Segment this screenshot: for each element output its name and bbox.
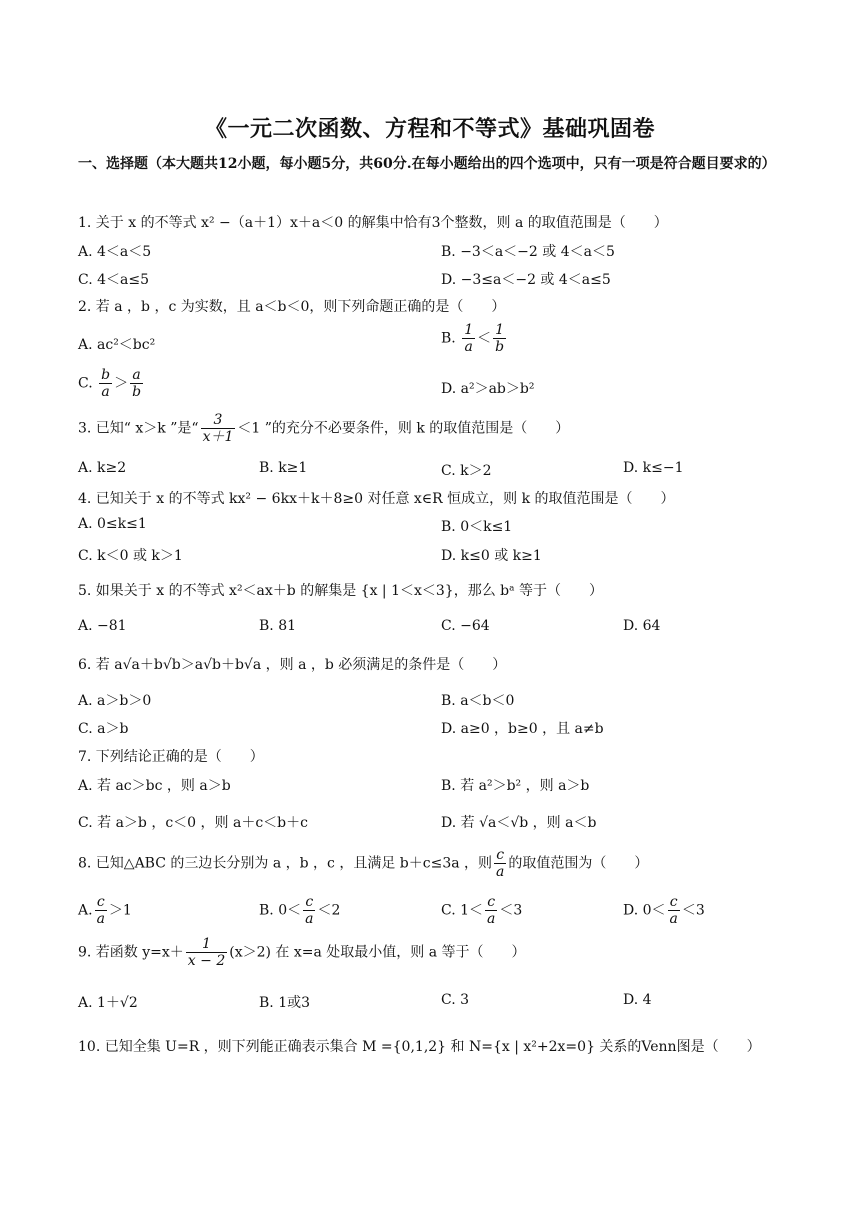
q8-option-d: D. 0＜ $\frac{c}{a}$ ＜3 <box>623 894 705 927</box>
q8-option-b: B. 0＜ $\frac{c}{a}$ ＜2 <box>259 894 341 927</box>
q7-option-a: A. 若 ac＞bc ，则 a＞b <box>78 778 231 794</box>
q5-option-c: C. −64 <box>441 618 490 634</box>
question-9: 9. 若函数 y=x＋ $\frac{1}{x - 2}$ (x＞2) 在 x=a 处取最小值，则 a 等于（ ） <box>78 936 526 969</box>
q7-option-b: B. 若 a²＞b² ，则 a＞b <box>441 778 590 794</box>
q3-option-a: A. k≥2 <box>78 460 127 476</box>
question-1: 1. 关于 x 的不等式 x² −（a＋1）x＋a＜0 的解集中恰有3个整数，则 a 的取值范围是（ ） <box>78 215 668 231</box>
question-4: 4. 已知关于 x 的不等式 kx² − 6kx＋k＋8≥0 对任意 x∈R 恒成立，则 k 的取值范围是（ ） <box>78 491 675 507</box>
q7-option-d: D. 若 √a＜√b ，则 a＜b <box>441 815 597 831</box>
q5-option-d: D. 64 <box>623 618 661 634</box>
q3-option-b: B. k≥1 <box>259 460 308 476</box>
q6-option-c: C. a＞b <box>78 721 129 737</box>
question-6: 6. 若 a√a＋b√b＞a√b＋b√a ，则 a ，b 必须满足的条件是（ ） <box>78 657 507 673</box>
q4-option-a: A. 0≤k≤1 <box>78 516 147 532</box>
q2-option-b: B. $\frac{1}{a}$ ＜ $\frac{1}{b}$ <box>441 322 505 355</box>
q1-option-b: B. −3＜a＜−2 或 4＜a＜5 <box>441 244 615 260</box>
q1-option-a: A. 4＜a＜5 <box>78 244 152 260</box>
page-title: 《一元二次函数、方程和不等式》基础巩固卷 <box>204 116 655 142</box>
q9-option-c: C. 3 <box>441 992 470 1008</box>
q8-option-a: A. $\frac{c}{a}$ ＞1 <box>78 894 132 927</box>
q4-option-b: B. 0＜k≤1 <box>441 519 513 535</box>
q9-option-d: D. 4 <box>623 992 652 1008</box>
q2-option-d: D. a²＞ab＞b² <box>441 381 535 397</box>
q5-option-b: B. 81 <box>259 618 297 634</box>
q3-option-c: C. k＞2 <box>441 463 492 479</box>
question-7: 7. 下列结论正确的是（ ） <box>78 749 264 765</box>
q8-option-c: C. 1＜ $\frac{c}{a}$ ＜3 <box>441 894 523 927</box>
q6-option-d: D. a≥0 ，b≥0 ，且 a≠b <box>441 721 604 737</box>
q5-option-a: A. −81 <box>78 618 127 634</box>
question-8: 8. 已知△ABC 的三边长分别为 a ，b ，c ，且满足 b＋c≤3a ，则 $\frac{c}{a}$ 的取值范围为（ ） <box>78 847 649 880</box>
q1-option-d: D. −3≤a＜−2 或 4＜a≤5 <box>441 272 611 288</box>
q3-option-d: D. k≤−1 <box>623 460 684 476</box>
q6-option-b: B. a＜b＜0 <box>441 693 515 709</box>
question-5: 5. 如果关于 x 的不等式 x²＜ax＋b 的解集是 {x | 1＜x＜3}，那么 bᵃ 等于（ ） <box>78 583 603 599</box>
question-2: 2. 若 a ，b ，c 为实数，且 a＜b＜0，则下列命题正确的是（ ） <box>78 299 506 315</box>
q2-option-c: C. $\frac{b}{a}$ ＞ $\frac{a}{b}$ <box>78 367 142 400</box>
q4-option-c: C. k＜0 或 k＞1 <box>78 548 183 564</box>
q9-option-b: B. 1或3 <box>259 995 311 1011</box>
q6-option-a: A. a＞b＞0 <box>78 693 152 709</box>
q4-option-d: D. k≤0 或 k≥1 <box>441 548 542 564</box>
question-3: 3. 已知“ x＞k ”是“ $\frac{3}{x+1}$ ＜1 ”的充分不必要条件，则 k 的取值范围是（ ） <box>78 412 570 445</box>
question-10: 10. 已知全集 U=R ，则下列能正确表示集合 M ={0,1,2} 和 N={x | x²+2x=0} 关系的Venn图是（ ） <box>78 1039 761 1055</box>
section-heading: 一、选择题（本大题共12小题，每小题5分，共60分.在每小题给出的四个选项中，只有一项是符合题目要求的） <box>78 156 776 172</box>
q2-option-a: A. ac²＜bc² <box>78 337 156 353</box>
q9-option-a: A. 1＋√2 <box>78 995 138 1011</box>
q1-option-c: C. 4＜a≤5 <box>78 272 150 288</box>
q7-option-c: C. 若 a＞b ，c＜0 ，则 a＋c＜b＋c <box>78 815 308 831</box>
